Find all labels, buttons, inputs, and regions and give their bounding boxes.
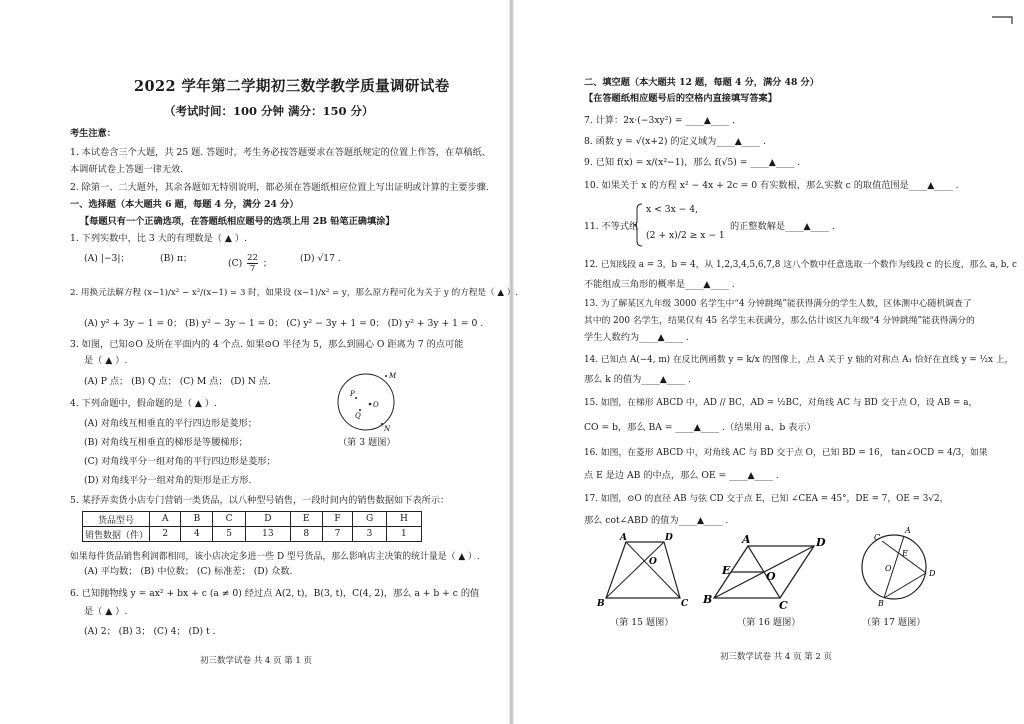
question-15-line-1: 15. 如图，在梯形 ABCD 中，AD // BC，AD = ½BC，对角线 AC 与 BD 交于点 O，设 AB = a，: [584, 398, 978, 408]
label-p: P: [350, 390, 355, 398]
table-cell: 3: [353, 527, 386, 542]
label-c: C: [874, 533, 881, 542]
figure-16-rhombus: [703, 532, 835, 612]
section-2-heading: 二、填空题（本大题共 12 题，每题 4 分，满分 48 分）: [584, 77, 819, 88]
point-m-dot: [385, 375, 387, 377]
diagonal-bd: [606, 542, 664, 598]
fraction-numerator: 22: [247, 253, 258, 263]
question-2-options: (A) y² + 3y − 1 = 0； (B) y² − 3y − 1 = 0； (C) y² − 3y + 1 = 0； (D) y² + 3y + 1 = 0 .: [84, 318, 484, 329]
center-o-dot: [369, 403, 372, 406]
question-5-options: (A) 平均数； (B) 中位数； (C) 标准差； (D) 众数.: [84, 566, 293, 577]
table-cell: 1: [386, 527, 421, 542]
section-2-instruction: 【在答题纸相应题号后的空格内直接填写答案】: [584, 93, 777, 104]
question-5-stem: 5. 某抒弄卖货小店专门营销一类货品，以八种型号销售，一段时间内的销售数据如下表所示：: [70, 495, 450, 506]
section-1-heading: 一、选择题（本大题共 6 题，每题 4 分，满分 24 分）: [70, 199, 299, 210]
question-6-options: (A) 2； (B) 3； (C) 4； (D) t .: [84, 626, 216, 637]
question-14-line-2: 那么 k 的值为____▲____ .: [584, 374, 692, 385]
table-header-row: [83, 512, 422, 527]
question-11-line-2: (2 + x)/2 ≥ x − 1: [646, 230, 725, 241]
brace-path: [634, 204, 642, 246]
figure-17-circle: [852, 527, 942, 617]
label-o: O: [766, 570, 776, 583]
table-cell: 4: [181, 527, 213, 542]
question-11-suffix: 的正整数解是____▲____ .: [730, 221, 835, 232]
table-cell: E: [290, 512, 322, 527]
option-c-suffix: ；: [262, 258, 273, 269]
question-4-option-a: (A) 对角线互相垂直的平行四边形是菱形；: [84, 418, 257, 429]
corner-mark: [990, 14, 1020, 26]
table-cell: 5: [213, 527, 246, 542]
label-o: O: [373, 401, 379, 409]
figure-3-caption: （第 3 题图）: [338, 437, 396, 448]
label-c: C: [681, 599, 689, 609]
point-n-dot: [381, 423, 383, 425]
label-d: D: [816, 536, 826, 549]
label-a: A: [905, 526, 911, 535]
label-e: E: [722, 564, 731, 577]
question-16-line-2: 点 E 是边 AB 的中点，那么 OE = ____▲____ .: [584, 470, 779, 481]
question-4-option-d: (D) 对角线平分一组对角的矩形是正方形.: [84, 475, 252, 486]
question-12-line-2: 不能组成三角形的概率是____▲____ .: [584, 279, 735, 290]
question-6-stem: 6. 已知抛物线 y = ax² + bx + c (a ≠ 0) 经过点 A(2, t)，B(3, t)，C(4, 2)，那么 a + b + c 的值: [70, 588, 480, 599]
question-1-option-a: (A) |−3|；: [84, 253, 130, 264]
table-cell: G: [353, 512, 386, 527]
question-5-text: 如果每件货品销售利润都相同，该小店决定多进一些 D 型号货品，那么影响店主决策的统计量是（ ▲ ）.: [70, 552, 480, 562]
exam-page-2: [512, 0, 1024, 724]
question-6-stem-cont: 是（ ▲ ）.: [84, 606, 128, 617]
label-o: O: [649, 557, 657, 567]
trapezoid-outline: [606, 542, 680, 598]
question-9: 9. 已知 f(x) = x/(x²−1)，那么 f(√5) = ____▲____ .: [584, 157, 801, 168]
question-2-stem: 2. 用换元法解方程 (x−1)/x² − x²/(x−1) = 3 时，如果设 (x−1)/x² = y，那么原方程可化为关于 y 的方程是（ ▲ ）.: [70, 288, 519, 298]
table-cell: F: [322, 512, 353, 527]
question-13-line-3: 学生人数约为____▲____ .: [584, 332, 689, 343]
question-12-line-1: 12. 已知线段 a = 3，b = 4，从 1,2,3,4,5,6,7,8 这八个数中任意选取一个数作为线段 c 的长度，那么 a, b, c: [584, 260, 1017, 270]
question-11-prefix: 11. 不等式组: [584, 221, 639, 232]
question-13-line-2: 其中的 200 名学生，结果仅有 45 名学生未获满分，那么估计该区九年级“4 分钟跳绳”能获得满分的: [584, 316, 975, 326]
table-cell: B: [181, 512, 213, 527]
question-8: 8. 函数 y = √(x+2) 的定义域为____▲____ .: [584, 136, 766, 147]
question-4-option-b: (B) 对角线互相垂直的梯形是等腰梯形；: [84, 437, 248, 448]
label-m: M: [389, 372, 397, 380]
note-line: 本调研试卷上答题一律无效.: [70, 164, 184, 175]
label-n: N: [384, 425, 391, 433]
label-d: D: [929, 569, 936, 578]
question-1-option-c: [228, 253, 272, 274]
label-d: D: [665, 533, 673, 543]
question-7: 7. 计算：2x·(−3xy²) = ____▲____ .: [584, 115, 736, 126]
figure-17-caption: （第 17 题图）: [862, 617, 926, 628]
label-o: O: [885, 564, 892, 573]
question-3-stem-cont: 是（ ▲ ）.: [84, 355, 128, 366]
option-c-label: (C): [228, 258, 243, 269]
figure-16-caption: （第 16 题图）: [737, 617, 801, 628]
exam-subtitle: （考试时间：100 分钟 满分：150 分）: [164, 104, 374, 118]
question-10: 10. 如果关于 x 的方程 x² − 4x + 2c = 0 有实数根，那么实数 c 的取值范围是____▲____ .: [584, 180, 959, 191]
question-17-line-2: 那么 cot∠ABD 的值为____▲____ .: [584, 515, 729, 526]
label-b: B: [597, 599, 605, 609]
question-3-figure: [334, 368, 414, 438]
table-cell: 货品型号: [83, 512, 150, 527]
page-1-footer: 初三数学试卷 共 4 页 第 1 页: [200, 656, 313, 666]
question-17-line-1: 17. 如图，⊙O 的直径 AB 与弦 CD 交于点 E，已知 ∠CEA = 45°，DE = 7，OE = 3√2，: [584, 494, 949, 504]
circle-o: [338, 374, 394, 430]
label-b: B: [878, 599, 884, 608]
question-15-line-2: CO = b，那么 BA = ____▲____ .（结果用 a、b 表示）: [584, 422, 816, 433]
question-1-option-b: (B) π；: [160, 253, 193, 264]
label-b: B: [703, 593, 713, 606]
table-cell: 7: [322, 527, 353, 542]
table-cell: D: [245, 512, 290, 527]
table-cell: C: [213, 512, 246, 527]
question-3-stem: 3. 如图，已知⊙O 及所在平面内的 4 个点. 如果⊙O 半径为 5，那么到圆心 O 距离为 7 的点可能: [70, 339, 464, 350]
point-p-dot: [355, 397, 357, 399]
brace-icon: [634, 203, 644, 247]
table-cell: 2: [150, 527, 181, 542]
notes-heading: 考生注意：: [70, 128, 116, 139]
question-1-option-d: (D) √17 .: [300, 253, 341, 264]
question-3-options: (A) P 点； (B) Q 点； (C) M 点； (D) N 点.: [84, 376, 271, 387]
question-14-line-1: 14. 已知点 A(−4, m) 在反比例函数 y = k/x 的图像上，点 A 关于 y 轴的对称点 A₁ 恰好在直线 y = ½x 上，: [584, 355, 1014, 365]
label-a: A: [620, 533, 627, 543]
corner-mark-line: [992, 17, 1012, 24]
question-1-stem: 1. 下列实数中，比 3 大的有理数是（ ▲ ）.: [70, 233, 248, 244]
question-4-option-c: (C) 对角线平分一组对角的平行四边形是菱形；: [84, 456, 276, 467]
table-cell: H: [386, 512, 421, 527]
label-a: A: [742, 533, 751, 546]
figure-15-caption: （第 15 题图）: [610, 617, 674, 628]
question-13-line-1: 13. 为了解某区九年级 3000 名学生中“4 分钟跳绳”能获得满分的学生人数，区体测中心随机调查了: [584, 299, 972, 309]
note-line: 2. 除第一、二大题外，其余各题如无特别说明，都必须在答题纸相应位置上写出证明或计算的主要步骤.: [70, 182, 489, 193]
question-4-stem: 4. 下列命题中，假命题的是（ ▲ ）.: [70, 398, 217, 409]
fraction-denominator: 7: [249, 264, 256, 274]
table-cell: 销售数据（件）: [83, 527, 150, 542]
exam-title: 2022 学年第二学期初三数学教学质量调研试卷: [134, 78, 450, 95]
sales-table: [82, 511, 422, 542]
section-1-instruction: 【每题只有一个正确选项，在答题纸相应题号的选项上用 2B 铅笔正确填涂】: [80, 216, 395, 227]
label-c: C: [779, 599, 788, 612]
page-2-footer: 初三数学试卷 共 4 页 第 2 页: [720, 652, 833, 662]
question-11-line-1: x < 3x − 4,: [646, 204, 699, 215]
table-cell: 13: [245, 527, 290, 542]
label-e: E: [902, 549, 908, 558]
fraction: [247, 253, 258, 274]
question-16-line-1: 16. 如图，在菱形 ABCD 中，对角线 AC 与 BD 交于点 O，已知 BD = 16， tan∠OCD = 4/3，如果: [584, 448, 988, 458]
point-q-dot: [359, 409, 361, 411]
table-cell: 8: [290, 527, 322, 542]
label-q: Q: [355, 412, 361, 420]
figure-15-trapezoid: [594, 532, 704, 612]
table-cell: A: [150, 512, 181, 527]
table-row: [83, 527, 422, 542]
note-line: 1. 本试卷含三个大题，共 25 题. 答题时，考生务必按答题要求在答题纸规定的位置上作答，在草稿纸、: [70, 147, 491, 158]
